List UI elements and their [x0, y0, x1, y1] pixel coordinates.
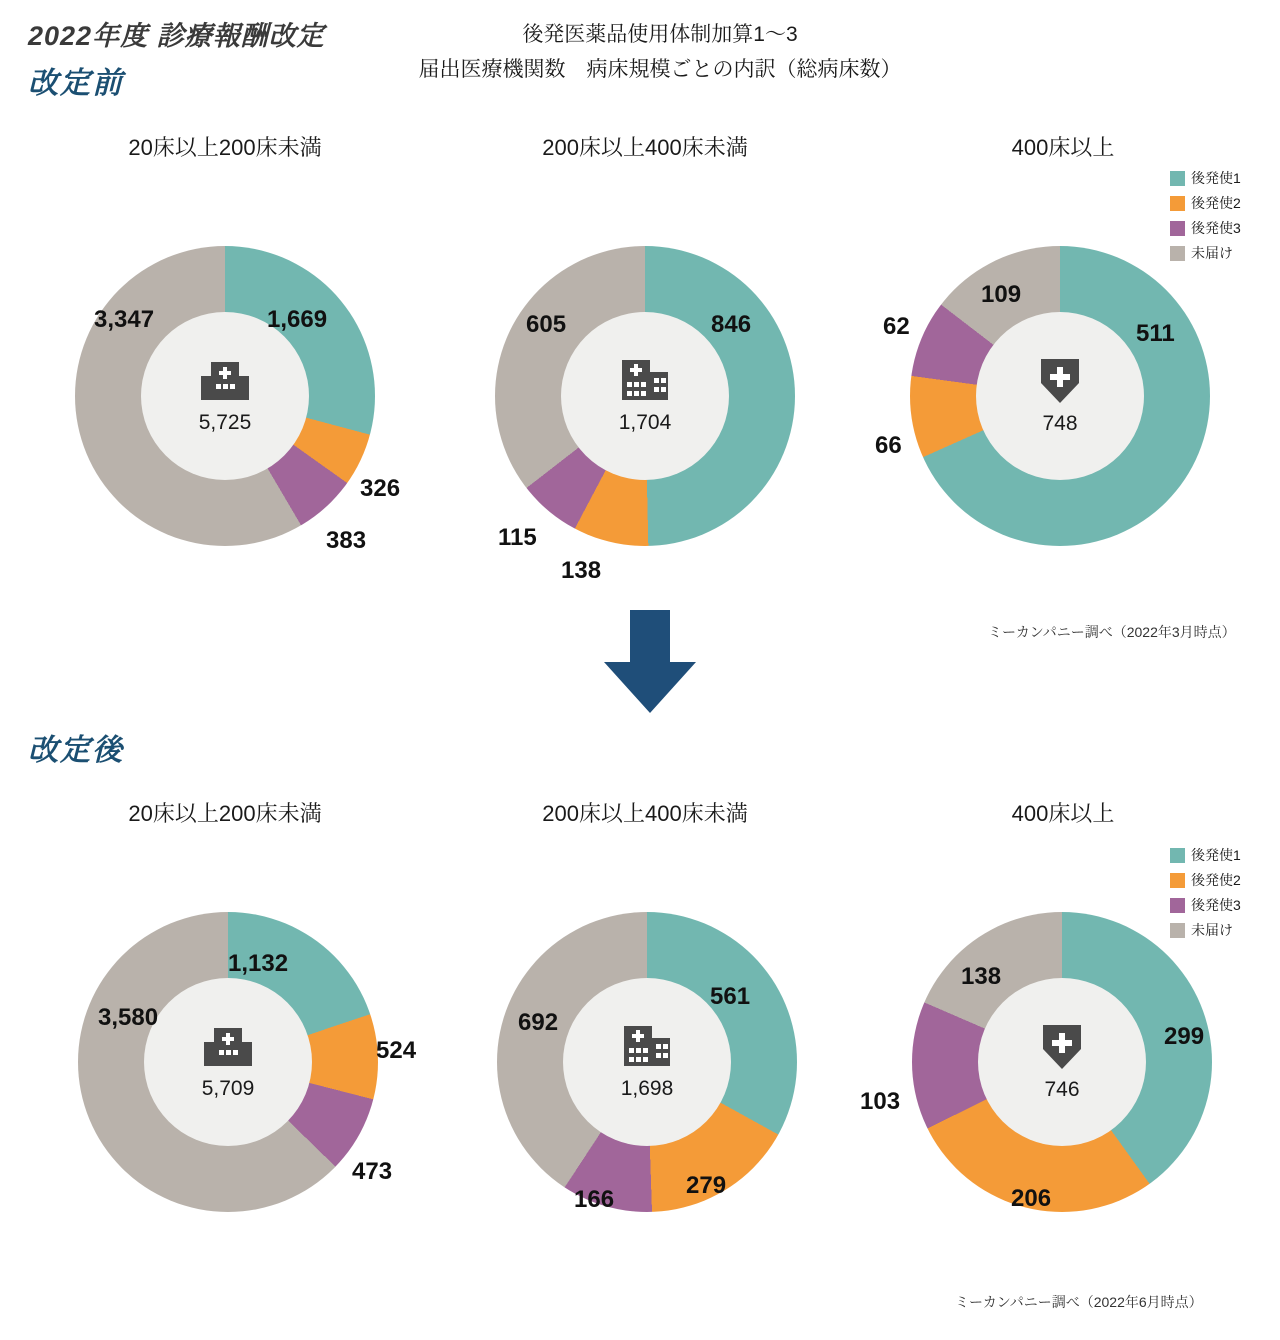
- page-title: 2022年度 診療報酬改定: [28, 21, 325, 51]
- slice-label-before-20-200-3: 3,347: [94, 306, 155, 333]
- donut-ring: [912, 912, 1212, 1212]
- donut-chart-after-200-400: [497, 912, 797, 1212]
- chart-title-after-200-400: 200床以上400床未満: [542, 801, 748, 826]
- legend-label-1: 後発使1: [1191, 847, 1241, 863]
- hospital-shield-icon: [1039, 1023, 1085, 1076]
- slice-label-before-400-1: 66: [875, 432, 902, 459]
- slice-label-after-200-400-2: 166: [574, 1186, 615, 1213]
- slice-label-before-20-200-0: 1,669: [267, 306, 328, 333]
- slice-label-before-400-0: 511: [1136, 320, 1175, 347]
- legend-item: [1170, 920, 1241, 940]
- legend-item: [1170, 193, 1241, 213]
- slice-label-after-200-400-1: 279: [686, 1172, 727, 1199]
- donut-chart-before-20-200: [75, 246, 375, 546]
- donut-total: 5,725: [198, 410, 252, 434]
- hospital-small-icon: [199, 358, 251, 409]
- donut-chart-after-400: [912, 912, 1212, 1212]
- legend-label-2: 後発使2: [1191, 195, 1241, 211]
- legend-swatch-1: [1170, 848, 1185, 863]
- donut-center: [144, 978, 312, 1146]
- donut-total: 748: [1042, 411, 1078, 435]
- slice-label-after-400-1: 206: [1011, 1185, 1052, 1212]
- down-arrow-icon: [600, 610, 700, 720]
- slice-label-after-20-200-2: 473: [352, 1158, 393, 1185]
- hospital-medium-icon: [620, 1024, 674, 1075]
- hospital-shield-icon: [1037, 357, 1083, 410]
- chart-title-before-20-200: 20床以上200床未満: [128, 135, 322, 160]
- donut-center: [976, 312, 1144, 480]
- legend-swatch-2: [1170, 196, 1185, 211]
- legend-label-4: 未届け: [1191, 922, 1233, 938]
- slice-label-before-200-400-0: 846: [711, 311, 752, 338]
- legend-swatch-3: [1170, 898, 1185, 913]
- slice-label-after-20-200-3: 3,580: [98, 1004, 159, 1031]
- legend-swatch-2: [1170, 873, 1185, 888]
- slice-label-before-400-3: 109: [981, 281, 1022, 308]
- donut-center: [561, 312, 729, 480]
- slice-label-after-20-200-1: 524: [376, 1037, 417, 1064]
- legend-label-2: 後発使2: [1191, 872, 1241, 888]
- legend-item: [1170, 845, 1241, 865]
- chart-title-after-20-200: 20床以上200床未満: [128, 801, 322, 826]
- legend-item: [1170, 218, 1241, 238]
- legend-item: [1170, 895, 1241, 915]
- section-label-after: 改定後: [28, 734, 124, 767]
- chart-title-before-200-400: 200床以上400床未満: [542, 135, 748, 160]
- donut-total: 1,698: [620, 1076, 674, 1100]
- slice-label-before-200-400-1: 138: [561, 557, 602, 584]
- legend-item: [1170, 870, 1241, 890]
- donut-center: [978, 978, 1146, 1146]
- legend-label-1: 後発使1: [1191, 170, 1241, 186]
- hospital-medium-icon: [618, 358, 672, 409]
- legend-label-4: 未届け: [1191, 245, 1233, 261]
- donut-center: [563, 978, 731, 1146]
- donut-chart-before-200-400: [495, 246, 795, 546]
- chart-title-after-400: 400床以上: [1011, 801, 1115, 826]
- slice-label-after-400-3: 138: [961, 963, 1002, 990]
- legend-swatch-1: [1170, 171, 1185, 186]
- donut-ring: [910, 246, 1210, 546]
- slice-label-before-20-200-1: 326: [360, 475, 401, 502]
- hospital-small-icon: [202, 1024, 254, 1075]
- donut-ring: [495, 246, 795, 546]
- slice-label-after-200-400-0: 561: [710, 983, 751, 1010]
- legend-item: [1170, 168, 1241, 188]
- slice-label-before-200-400-2: 115: [498, 524, 537, 551]
- slice-label-after-400-0: 299: [1164, 1023, 1205, 1050]
- legend-item: [1170, 243, 1241, 263]
- donut-ring: [497, 912, 797, 1212]
- donut-total: 5,709: [201, 1076, 255, 1100]
- legend-before: [1170, 168, 1241, 268]
- legend-after: [1170, 845, 1241, 945]
- source-note-before: ミーカンパニー調べ（2022年3月時点）: [988, 624, 1236, 640]
- slice-label-after-200-400-3: 692: [518, 1009, 559, 1036]
- legend-swatch-4: [1170, 923, 1185, 938]
- donut-chart-before-400: [910, 246, 1210, 546]
- chart-title-before-400: 400床以上: [1011, 135, 1115, 160]
- chart-header-line-1: 後発医薬品使用体制加算1〜3: [522, 23, 798, 46]
- source-note-after: ミーカンパニー調べ（2022年6月時点）: [955, 1294, 1203, 1310]
- legend-label-3: 後発使3: [1191, 220, 1241, 236]
- donut-center: [141, 312, 309, 480]
- legend-label-3: 後発使3: [1191, 897, 1241, 913]
- donut-total: 746: [1044, 1077, 1080, 1101]
- donut-total: 1,704: [618, 410, 672, 434]
- donut-ring: [75, 246, 375, 546]
- slice-label-after-400-2: 103: [860, 1088, 901, 1115]
- slice-label-before-20-200-2: 383: [326, 527, 367, 554]
- slice-label-before-400-2: 62: [883, 313, 910, 340]
- slice-label-before-200-400-3: 605: [526, 311, 567, 338]
- slice-label-after-20-200-0: 1,132: [228, 950, 289, 977]
- section-label-before: 改定前: [28, 67, 124, 100]
- chart-header-line-2: 届出医療機関数 病床規模ごとの内訳（総病床数）: [418, 58, 902, 81]
- legend-swatch-3: [1170, 221, 1185, 236]
- legend-swatch-4: [1170, 246, 1185, 261]
